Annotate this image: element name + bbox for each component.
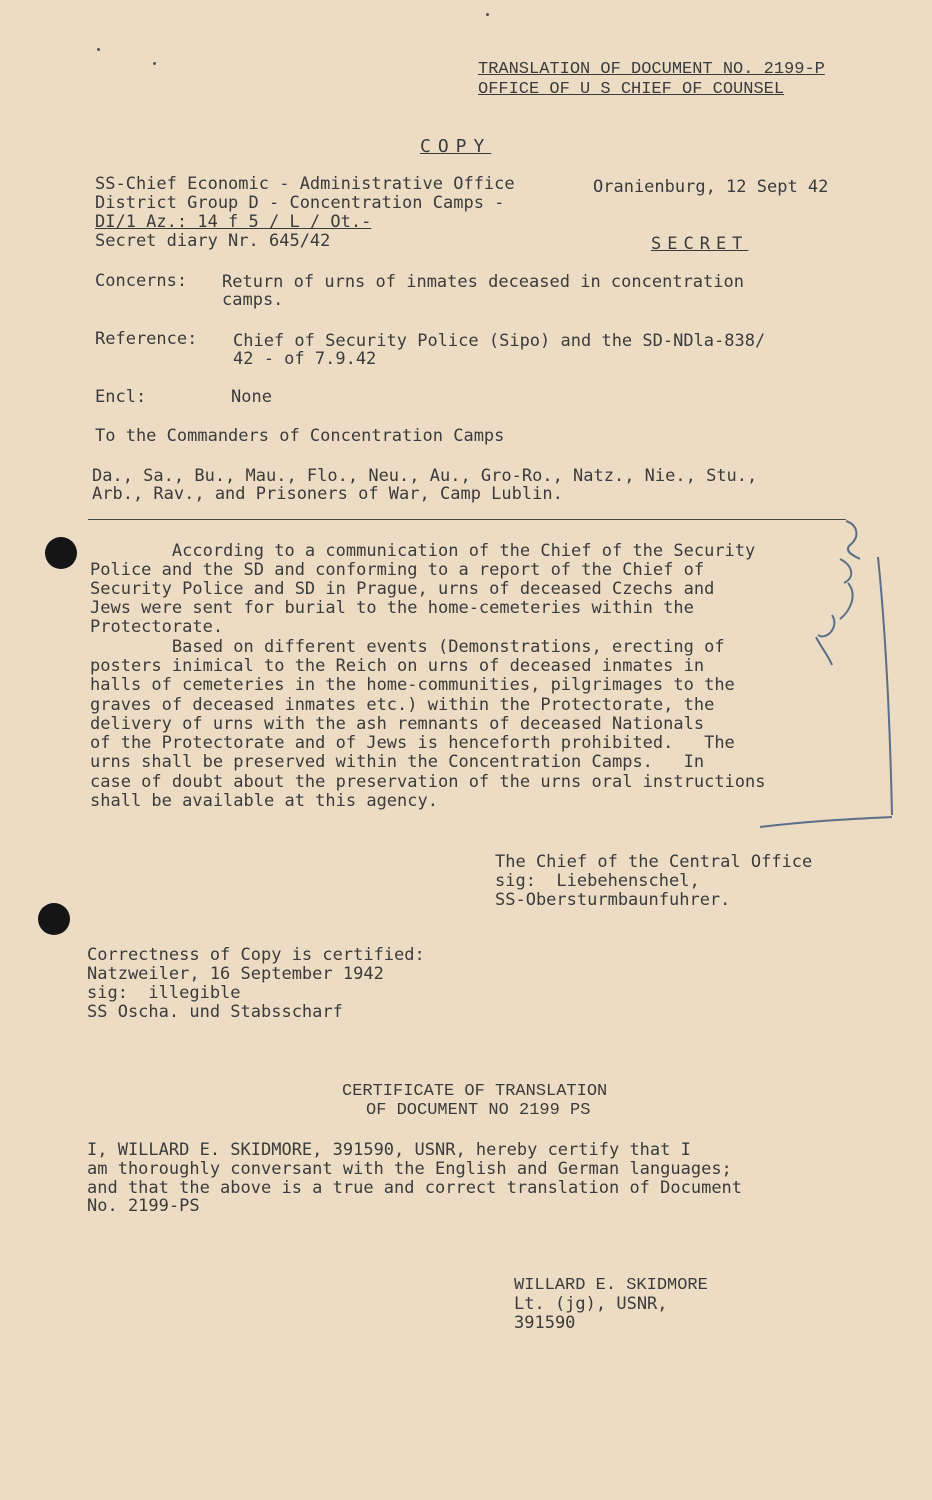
certification-line-1: Correctness of Copy is certified: bbox=[87, 945, 425, 965]
header-translation-line: TRANSLATION OF DOCUMENT NO. 2199-P bbox=[478, 60, 825, 79]
translator-rank: Lt. (jg), USNR, bbox=[514, 1294, 668, 1314]
certificate-title-1: CERTIFICATE OF TRANSLATION bbox=[342, 1082, 608, 1101]
body-p2-line: halls of cemeteries in the home-communities, pilgrimages to the bbox=[90, 675, 735, 695]
paper-speck bbox=[486, 13, 489, 16]
copy-title: COPY bbox=[420, 136, 492, 157]
paper-speck bbox=[153, 62, 156, 65]
body-p1-line: According to a communication of the Chief of the Security bbox=[90, 541, 756, 561]
certificate-text-line: am thoroughly conversant with the English and German languages; bbox=[87, 1159, 732, 1179]
paper-speck bbox=[97, 48, 100, 51]
enclosure-label: Encl: bbox=[95, 387, 147, 407]
signature-name: sig: Liebehenschel, bbox=[495, 871, 700, 891]
place-date: Oranienburg, 12 Sept 42 bbox=[593, 177, 829, 197]
reference-line-1: Chief of Security Police (Sipo) and the SD-NDla-838/ bbox=[233, 331, 766, 351]
punch-hole-top bbox=[45, 537, 77, 569]
letterhead-district: District Group D - Concentration Camps - bbox=[95, 193, 505, 213]
body-p2-line: graves of deceased inmates etc.) within the Protectorate, the bbox=[90, 695, 715, 715]
separator-line bbox=[88, 519, 846, 520]
translator-name: WILLARD E. SKIDMORE bbox=[514, 1276, 708, 1295]
certificate-text-line: and that the above is a true and correct translation of Document bbox=[87, 1178, 743, 1198]
body-p2-line: Based on different events (Demonstrations, erecting of bbox=[90, 637, 725, 657]
letterhead-diary: Secret diary Nr. 645/42 bbox=[95, 231, 331, 251]
letterhead-file-ref: DI/1 Az.: 14 f 5 / L / Ot.- bbox=[95, 212, 372, 232]
body-p2-line: shall be available at this agency. bbox=[90, 791, 438, 811]
body-p2-line: case of doubt about the preservation of the urns oral instructions bbox=[90, 772, 766, 792]
addressee-camps-line-2: Arb., Rav., and Prisoners of War, Camp Lublin. bbox=[92, 484, 563, 504]
translator-number: 391590 bbox=[514, 1313, 576, 1333]
body-p1-line: Jews were sent for burial to the home-cemeteries within the bbox=[90, 598, 694, 618]
signature-title: The Chief of the Central Office bbox=[495, 852, 813, 872]
body-p1-line: Police and the SD and conforming to a report of the Chief of bbox=[90, 560, 705, 580]
body-p2-line: delivery of urns with the ash remnants of deceased Nationals bbox=[90, 714, 705, 734]
header-office-line: OFFICE OF U S CHIEF OF COUNSEL bbox=[478, 80, 785, 99]
certification-line-3: sig: illegible bbox=[87, 983, 241, 1003]
reference-label: Reference: bbox=[95, 329, 198, 349]
body-p2-line: posters inimical to the Reich on urns of deceased inmates in bbox=[90, 656, 705, 676]
letterhead-office: SS-Chief Economic - Administrative Office bbox=[95, 174, 515, 194]
signature-rank: SS-Obersturmbaunfuhrer. bbox=[495, 890, 731, 910]
addressee-line-1: To the Commanders of Concentration Camps bbox=[95, 426, 505, 446]
body-p2-line: urns shall be preserved within the Concentration Camps. In bbox=[90, 752, 705, 772]
punch-hole-bottom bbox=[38, 903, 70, 935]
enclosure-value: None bbox=[231, 387, 272, 407]
secret-stamp: SECRET bbox=[651, 234, 749, 254]
certificate-text-line: I, WILLARD E. SKIDMORE, 391590, USNR, hereby certify that I bbox=[87, 1140, 691, 1160]
certificate-text-line: No. 2199-PS bbox=[87, 1196, 200, 1216]
reference-line-2: 42 - of 7.9.42 bbox=[233, 349, 377, 369]
addressee-camps-line: Da., Sa., Bu., Mau., Flo., Neu., Au., Gro-Ro., Natz., Nie., Stu., bbox=[92, 466, 758, 486]
certificate-title-2: OF DOCUMENT NO 2199 PS bbox=[366, 1101, 591, 1120]
concerns-line-2: camps. bbox=[222, 290, 284, 310]
body-p1-line: Protectorate. bbox=[90, 617, 224, 637]
certification-line-2: Natzweiler, 16 September 1942 bbox=[87, 964, 384, 984]
body-p2-line: of the Protectorate and of Jews is henceforth prohibited. The bbox=[90, 733, 735, 753]
concerns-line-1: Return of urns of inmates deceased in concentration bbox=[222, 272, 744, 292]
body-p1-line: Security Police and SD in Prague, urns of deceased Czechs and bbox=[90, 579, 715, 599]
concerns-label: Concerns: bbox=[95, 271, 188, 291]
pencil-margin-mark bbox=[740, 515, 900, 835]
certification-line-4: SS Oscha. und Stabsscharf bbox=[87, 1002, 343, 1022]
